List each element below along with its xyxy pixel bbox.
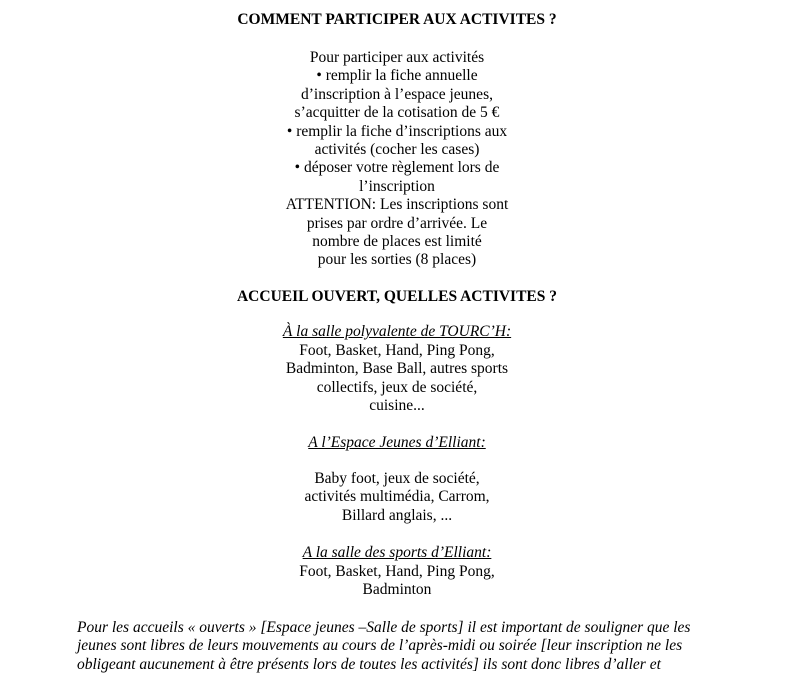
venue-heading-tourch: À la salle polyvalente de TOURC’H:: [282, 323, 512, 340]
activity-line: collectifs, jeux de société,: [316, 378, 478, 396]
activity-line: Foot, Basket, Hand, Ping Pong,: [299, 563, 495, 580]
venue-activities-espace-jeunes: [0, 470, 794, 525]
note-line: obligeant aucunement à être présents lors de toutes les activités] ils sont donc libres d’aller et: [77, 655, 661, 673]
open-access-note: [77, 619, 737, 674]
venue-activities-salle-sports: [0, 563, 794, 600]
activity-line: Foot, Basket, Hand, Ping Pong,: [299, 342, 495, 359]
instruction-line: • remplir la fiche d’inscriptions aux: [286, 122, 508, 140]
instruction-line: Pour participer aux activités: [309, 49, 485, 66]
instruction-line: d’inscription à l’espace jeunes,: [301, 85, 493, 103]
venue-heading-salle-sports: A la salle des sports d’Elliant:: [302, 544, 492, 561]
instruction-line: activités (cocher les cases): [314, 140, 480, 158]
activity-line: Badminton, Base Ball, autres sports: [285, 360, 509, 378]
activity-line: activités multimédia, Carrom,: [304, 488, 490, 506]
venue-activities-tourch: [0, 342, 794, 416]
venue-heading-espace-jeunes: A l’Espace Jeunes d’Elliant:: [308, 434, 486, 451]
activity-line: Baby foot, jeux de société,: [314, 470, 480, 487]
note-line: Pour les accueils « ouverts » [Espace jeunes –Salle de sports] il est important de souligner que les: [77, 619, 691, 636]
note-line: jeunes sont libres de leurs mouvements au cours de l’après-midi ou soirée [leur inscription ne les: [77, 637, 683, 655]
section-title-participation: COMMENT PARTICIPER AUX ACTIVITES ?: [237, 11, 557, 28]
attention-line: ATTENTION: Les inscriptions sont: [285, 196, 509, 214]
attention-line: pour les sorties (8 places): [317, 251, 477, 269]
attention-line: prises par ordre d’arrivée. Le: [306, 214, 488, 232]
instruction-line: s’acquitter de la cotisation de 5 €: [294, 104, 500, 122]
activity-line: Billard anglais, ...: [341, 506, 453, 524]
participation-instructions: [0, 49, 794, 270]
section-title-activities: ACCUEIL OUVERT, QUELLES ACTIVITES ?: [236, 288, 558, 305]
activity-line: Badminton: [362, 581, 432, 599]
instruction-line: • remplir la fiche annuelle: [316, 67, 478, 85]
instruction-line: l’inscription: [359, 177, 435, 195]
activity-line: cuisine...: [369, 397, 425, 415]
attention-line: nombre de places est limité: [312, 232, 482, 250]
instruction-line: • déposer votre règlement lors de: [294, 159, 500, 177]
